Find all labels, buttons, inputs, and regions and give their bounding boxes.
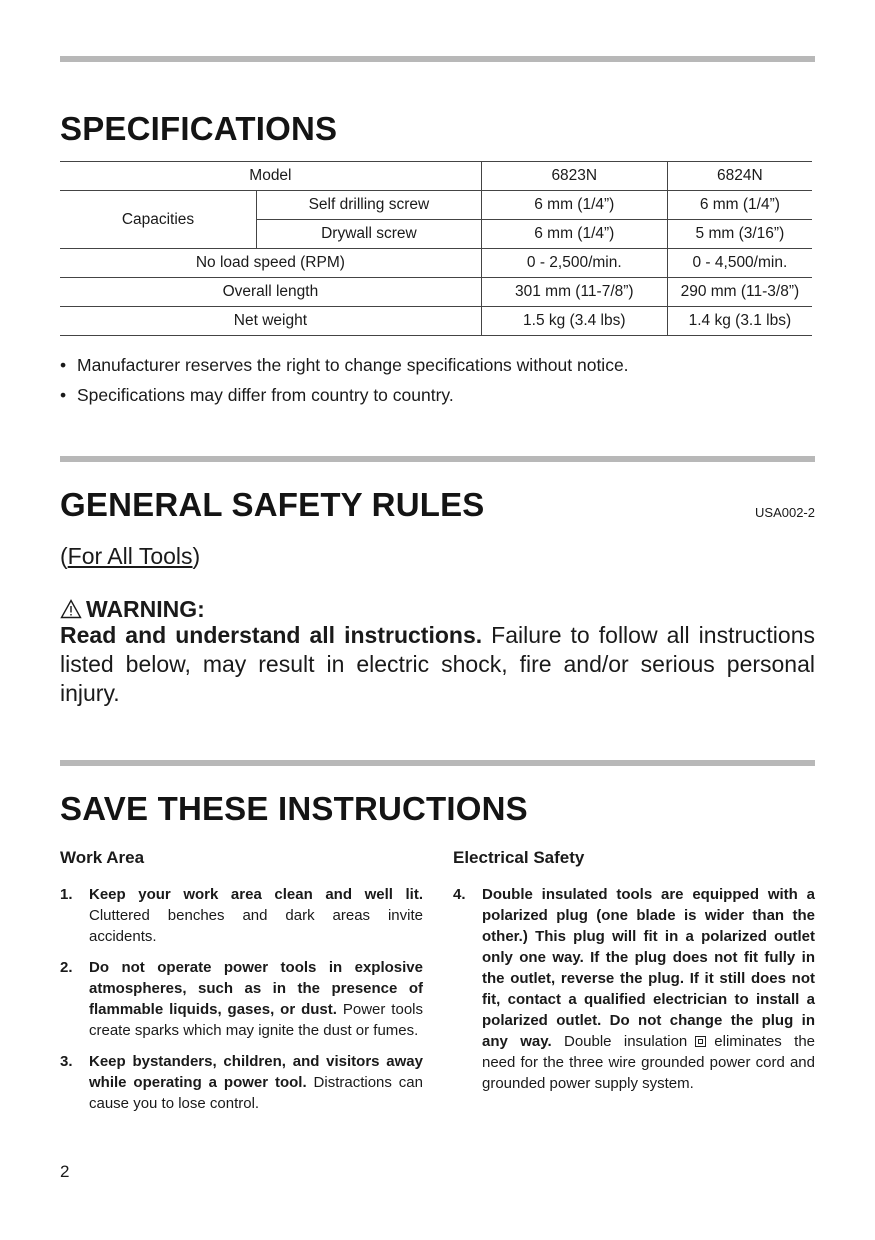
table-cell: 301 mm (11-7/8”)	[481, 278, 667, 307]
work-area-title: Work Area	[60, 848, 145, 867]
item-text: Cluttered benches and dark areas invite accidents.	[89, 907, 423, 945]
list-item	[60, 382, 629, 412]
model-6824n: 6824N	[667, 162, 812, 191]
specifications-heading: SPECIFICATIONS	[60, 110, 338, 147]
self-drilling-label: Self drilling screw	[257, 191, 482, 220]
table-cell: 1.5 kg (3.4 lbs)	[481, 307, 667, 336]
table-cell: 1.4 kg (3.1 lbs)	[667, 307, 812, 336]
table-row	[60, 249, 812, 278]
save-instructions-heading: SAVE THESE INSTRUCTIONS	[60, 790, 528, 827]
item-text: eliminates the need for the three wire grounded power cord and grounded power supply system.	[482, 1033, 816, 1092]
page-number: 2	[60, 1162, 70, 1181]
bullet-icon: •	[60, 355, 67, 375]
section-divider	[60, 456, 815, 462]
section-divider	[60, 760, 815, 766]
table-cell: 5 mm (3/16”)	[667, 220, 812, 249]
paren-open: (	[60, 543, 68, 569]
item-bold: Double insulated tools are equipped with a polarized plug (one blade is wider than the other.) This plug will fit in a polarized outlet only one way. If the plug does not fit fully in the outlet, reverse the plug. If it still does not fit, contact a qualified electrician to install a polarized outlet. Do not change the plug in any way.	[482, 886, 815, 1050]
for-all-tools	[60, 543, 200, 570]
general-safety-heading: GENERAL SAFETY RULES	[60, 486, 485, 523]
item-number: 3.	[60, 1053, 73, 1070]
item-bold: Do not operate power tools in explosive atmospheres, such as in the presence of flammable liquids, gases, or dust.	[89, 959, 423, 1018]
top-divider	[60, 56, 815, 62]
table-row	[60, 191, 812, 220]
warning-triangle-icon	[60, 599, 82, 619]
table-row	[60, 162, 812, 191]
table-cell: 6 mm (1/4”)	[481, 220, 667, 249]
list-item	[60, 957, 423, 1041]
table-cell: 0 - 2,500/min.	[481, 249, 667, 278]
warning-body: Failure to follow all instructions listed below, may result in electric shock, fire and/or serious personal injury.	[60, 622, 815, 706]
table-row	[60, 307, 812, 336]
drywall-label: Drywall screw	[257, 220, 482, 249]
paren-close: )	[192, 543, 201, 569]
specification-notes	[60, 352, 629, 412]
item-bold: Keep bystanders, children, and visitors away while operating a power tool.	[89, 1053, 423, 1091]
list-item	[60, 352, 629, 382]
capacities-label: Capacities	[60, 191, 257, 249]
electrical-safety-column	[453, 848, 815, 1104]
table-row	[60, 278, 812, 307]
item-bold: Keep your work area clean and well lit.	[89, 886, 423, 903]
note-text: Specifications may differ from country to country.	[77, 385, 454, 405]
warning-text	[60, 621, 815, 708]
list-item	[60, 1051, 423, 1114]
overall-length-label: Overall length	[60, 278, 481, 307]
item-body	[89, 1051, 423, 1114]
net-weight-label: Net weight	[60, 307, 481, 336]
item-text: Power tools create sparks which may ignite the dust or fumes.	[89, 1001, 423, 1039]
model-label: Model	[60, 162, 481, 191]
no-load-speed-label: No load speed (RPM)	[60, 249, 481, 278]
item-number: 4.	[453, 886, 466, 903]
table-cell: 290 mm (11-3/8”)	[667, 278, 812, 307]
list-item	[60, 884, 423, 947]
work-area-column	[60, 848, 423, 1124]
warning-title	[60, 596, 205, 623]
item-body	[482, 884, 815, 1094]
table-cell: 6 mm (1/4”)	[667, 191, 812, 220]
item-text: Distractions can cause you to lose control.	[89, 1074, 423, 1112]
note-text: Manufacturer reserves the right to change specifications without notice.	[77, 355, 629, 375]
electrical-safety-title: Electrical Safety	[453, 848, 585, 867]
double-insulation-icon	[695, 1036, 706, 1047]
specifications-table	[60, 161, 812, 336]
item-number: 1.	[60, 886, 73, 903]
document-code: USA002-2	[755, 505, 815, 520]
warning-label: WARNING:	[86, 596, 205, 622]
item-body	[89, 884, 423, 947]
list-item	[453, 884, 815, 1094]
warning-bold: Read and understand all instructions.	[60, 622, 483, 648]
item-number: 2.	[60, 959, 73, 976]
for-all-tools-text: For All Tools	[67, 543, 193, 569]
model-6823n: 6823N	[481, 162, 667, 191]
table-cell: 0 - 4,500/min.	[667, 249, 812, 278]
item-text: Double insulation	[551, 1033, 688, 1050]
bullet-icon: •	[60, 385, 67, 405]
table-cell: 6 mm (1/4”)	[481, 191, 667, 220]
item-body	[89, 957, 423, 1041]
